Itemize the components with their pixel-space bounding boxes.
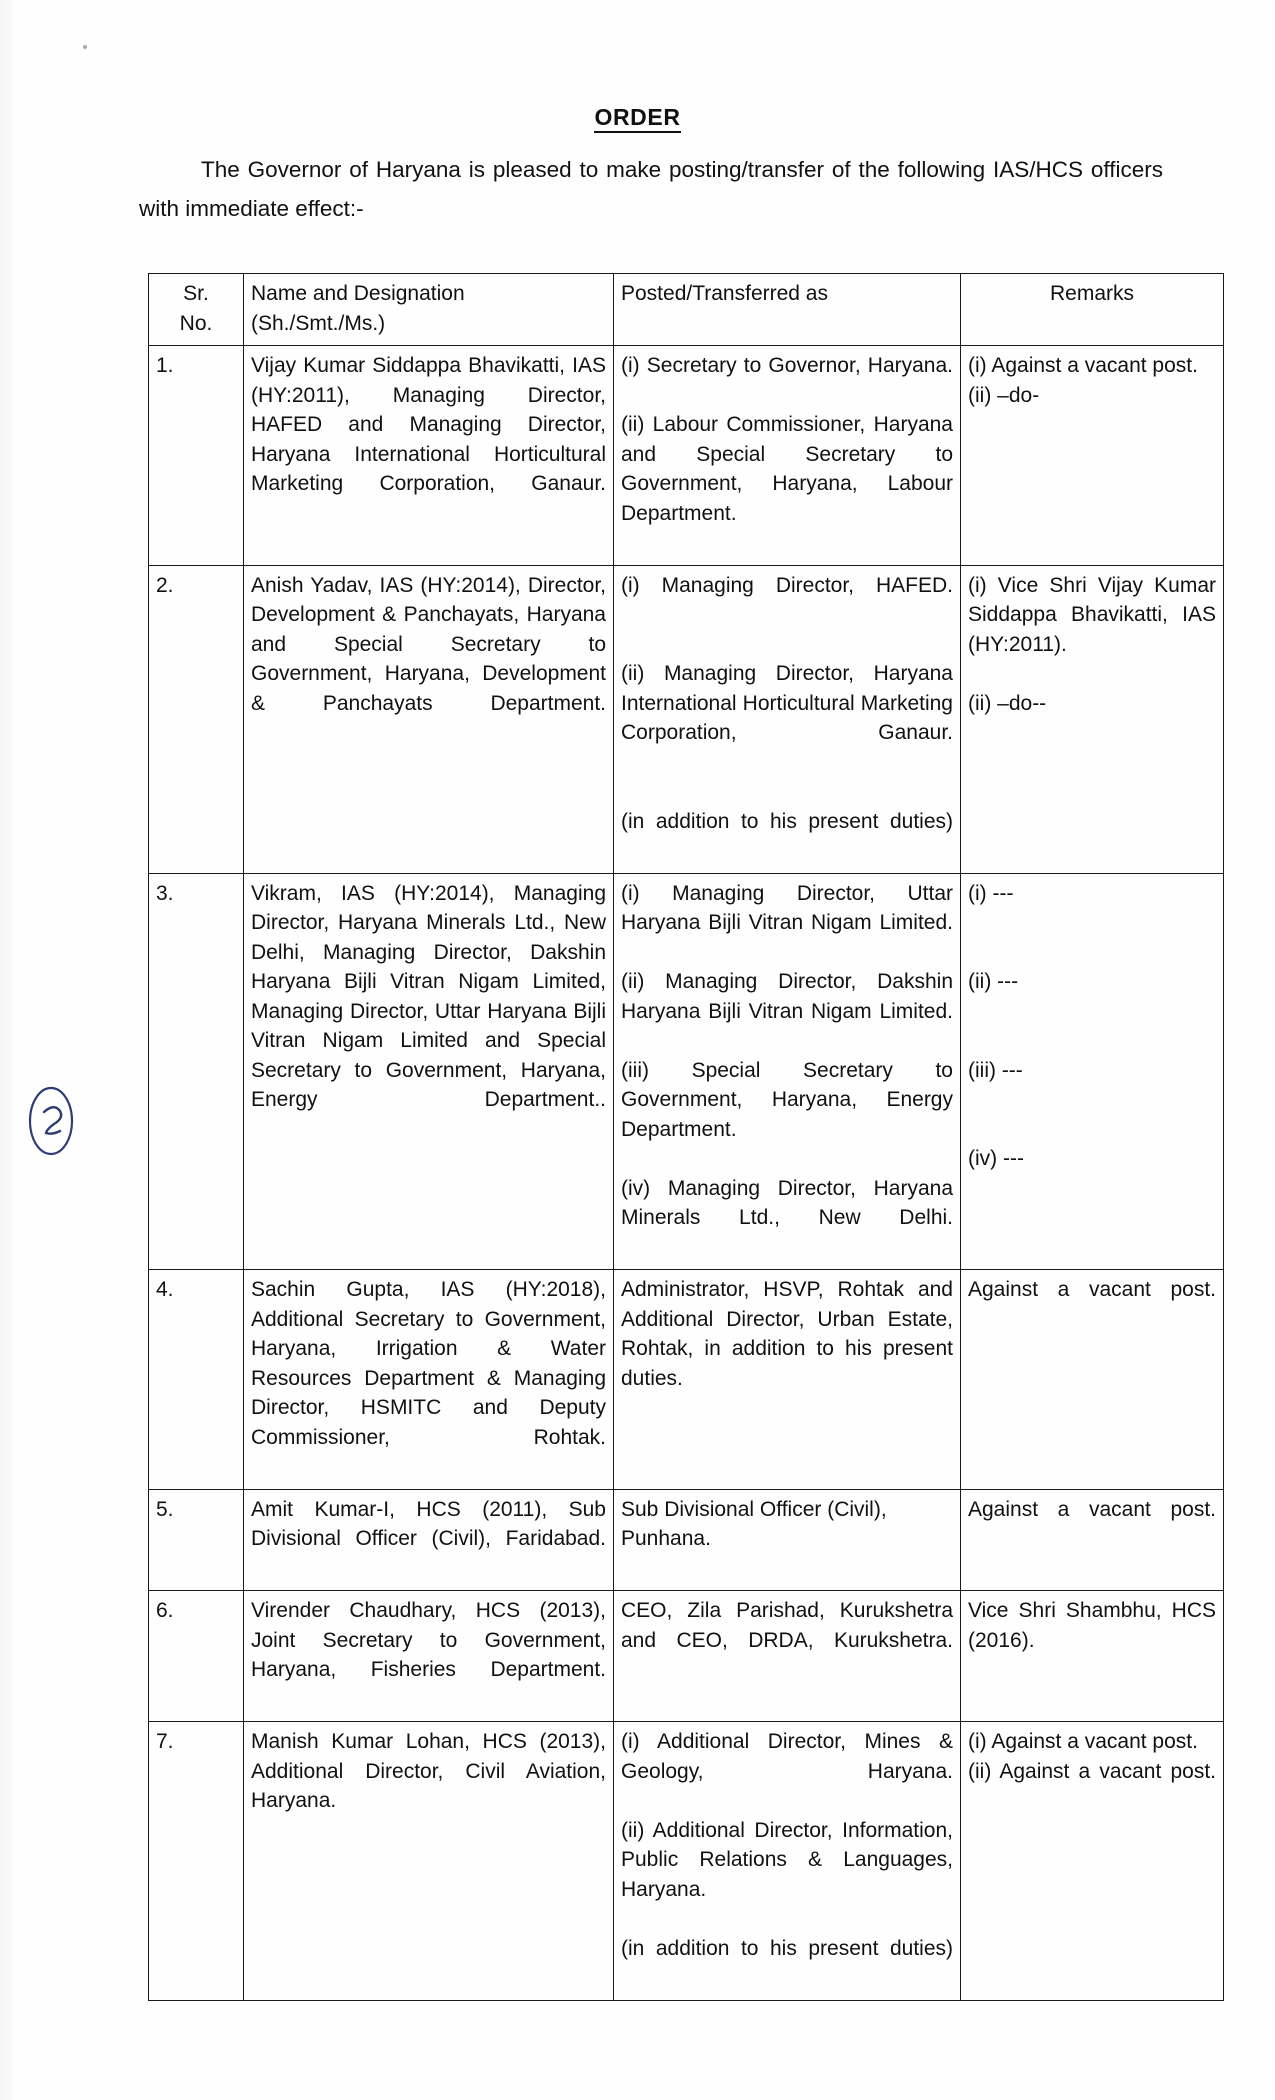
order-table bbox=[148, 273, 1224, 2001]
table-row bbox=[149, 565, 1224, 873]
remarks-item-i: (i) --- bbox=[968, 881, 1014, 905]
table-row bbox=[149, 1722, 1224, 2001]
cell-name-designation bbox=[244, 1489, 614, 1591]
table-row bbox=[149, 1489, 1224, 1591]
posted-item-i: CEO, Zila Parishad, Kurukshetra and CEO, DRDA, Kurukshetra. bbox=[621, 1599, 953, 1652]
cell-remarks bbox=[961, 1270, 1224, 1490]
remarks-spacer bbox=[968, 908, 1216, 938]
cell-remarks bbox=[961, 565, 1224, 873]
cell-sr-no bbox=[149, 1591, 244, 1722]
name-designation-text: Amit Kumar-I, HCS (2011), Sub Divisional Officer (Civil), Faridabad. bbox=[251, 1497, 606, 1550]
column-header-remarks: Remarks bbox=[961, 274, 1224, 346]
column-header-sr-no-line2: No. bbox=[179, 311, 213, 335]
name-designation-text: Vikram, IAS (HY:2014), Managing Director, Haryana Minerals Ltd., New Delhi, Managing Director, Dakshin Haryana Bijli Vitran Nigam Limited, Managing Director, Uttar Haryana Bijli Vitran Nigam Limited and Special Secretary to Government, Haryana, Energy Department.. bbox=[251, 881, 606, 1111]
sr-no-value: 3. bbox=[156, 881, 174, 905]
sr-no-value: 4. bbox=[156, 1278, 174, 1301]
cell-name-designation bbox=[244, 1591, 614, 1722]
remarks-item-i: (i) Against a vacant post. bbox=[968, 354, 1198, 377]
column-header-name-designation bbox=[244, 274, 614, 346]
table-header bbox=[149, 274, 1224, 346]
page-title bbox=[0, 104, 1275, 131]
cell-posted-transferred bbox=[614, 873, 961, 1270]
cell-sr-no bbox=[149, 1722, 244, 2001]
remarks-item-i: (i) Vice Shri Vijay Kumar Siddappa Bhavikatti, IAS (HY:2011). bbox=[968, 573, 1216, 656]
scan-speck bbox=[83, 45, 87, 49]
table-row bbox=[149, 873, 1224, 1270]
cell-name-designation bbox=[244, 873, 614, 1270]
name-designation-text: Virender Chaudhary, HCS (2013), Joint Secretary to Government, Haryana, Fisheries Department. bbox=[251, 1599, 606, 1681]
table-row bbox=[149, 1591, 1224, 1722]
sr-no-value: 1. bbox=[156, 354, 174, 377]
posted-item-i: (i) Managing Director, HAFED. bbox=[621, 573, 953, 597]
column-header-name-line2: (Sh./Smt./Ms.) bbox=[251, 311, 386, 335]
posted-item-i: (i) Additional Director, Mines & Geology, Haryana. bbox=[621, 1730, 953, 1783]
cell-name-designation bbox=[244, 346, 614, 566]
column-header-sr-no-line1: Sr. bbox=[183, 282, 209, 305]
cell-sr-no bbox=[149, 346, 244, 566]
remarks-item-iii: (iii) --- bbox=[968, 1058, 1023, 1082]
cell-posted-transferred bbox=[614, 1591, 961, 1722]
posted-item-ii: (ii) Labour Commissioner, Haryana and Special Secretary to Government, Haryana, Labour Department. bbox=[621, 413, 953, 525]
cell-name-designation bbox=[244, 565, 614, 873]
posted-spacer bbox=[621, 777, 953, 807]
remarks-spacer bbox=[968, 1085, 1216, 1115]
remarks-spacer bbox=[968, 1115, 1216, 1145]
cell-posted-transferred bbox=[614, 1270, 961, 1490]
sr-no-value: 7. bbox=[156, 1730, 174, 1753]
remarks-item-i: (i) Against a vacant post. bbox=[968, 1730, 1198, 1753]
page-title-text: ORDER bbox=[594, 104, 680, 133]
posted-item-iv: (iv) Managing Director, Haryana Minerals Ltd., New Delhi. bbox=[621, 1176, 953, 1229]
intro-paragraph bbox=[139, 150, 1163, 228]
sr-no-value: 5. bbox=[156, 1497, 174, 1521]
cell-sr-no bbox=[149, 1270, 244, 1490]
remarks-spacer bbox=[968, 1026, 1216, 1056]
posted-spacer bbox=[621, 630, 953, 660]
column-header-sr-no bbox=[149, 274, 244, 346]
scan-edge-shading bbox=[0, 0, 16, 2100]
posted-note: (in addition to his present duties) bbox=[621, 1936, 953, 1960]
cell-name-designation bbox=[244, 1722, 614, 2001]
posted-item-ii: (ii) Managing Director, Dakshin Haryana Bijli Vitran Nigam Limited. bbox=[621, 970, 953, 1023]
name-designation-text: Vijay Kumar Siddappa Bhavikatti, IAS (HY:2011), Managing Director, HAFED and Managing Director, Haryana International Horticultural Marketing Corporation, Ganaur. bbox=[251, 354, 606, 495]
cell-posted-transferred bbox=[614, 1722, 961, 2001]
cell-remarks bbox=[961, 1489, 1224, 1591]
remarks-item-ii: (ii) Against a vacant post. bbox=[968, 1759, 1216, 1783]
cell-remarks bbox=[961, 1591, 1224, 1722]
posted-note: (in addition to his present duties) bbox=[621, 809, 953, 833]
name-designation-text: Sachin Gupta, IAS (HY:2018), Additional Secretary to Government, Haryana, Irrigation & Water Resources Department & Managing Director, HSMITC and Deputy Commissioner, Rohtak. bbox=[251, 1278, 606, 1449]
remarks-item-i: Against a vacant post. bbox=[968, 1278, 1216, 1301]
cell-sr-no bbox=[149, 873, 244, 1270]
cell-posted-transferred bbox=[614, 346, 961, 566]
remarks-item-i: Vice Shri Shambhu, HCS (2016). bbox=[968, 1599, 1216, 1652]
sr-no-value: 2. bbox=[156, 573, 174, 597]
cell-remarks bbox=[961, 346, 1224, 566]
cell-remarks bbox=[961, 873, 1224, 1270]
table-header-row bbox=[149, 274, 1224, 346]
table-body bbox=[149, 346, 1224, 2001]
intro-text: The Governor of Haryana is pleased to make posting/transfer of the following IAS/HCS officers with immediate effect:- bbox=[139, 157, 1163, 221]
posted-item-iii: (iii) Special Secretary to Government, Haryana, Energy Department. bbox=[621, 1058, 953, 1141]
posted-item-ii: (ii) Additional Director, Information, Public Relations & Languages, Haryana. bbox=[621, 1818, 953, 1901]
handwritten-page-number-mark bbox=[24, 1082, 80, 1160]
cell-posted-transferred bbox=[614, 1489, 961, 1591]
remarks-item-ii: (ii) --- bbox=[968, 970, 1019, 993]
cell-posted-transferred bbox=[614, 565, 961, 873]
remarks-item-ii: (ii) –do-- bbox=[968, 691, 1047, 715]
cell-sr-no bbox=[149, 565, 244, 873]
table-row bbox=[149, 346, 1224, 566]
remarks-item-iv: (iv) --- bbox=[968, 1147, 1024, 1170]
sr-no-value: 6. bbox=[156, 1599, 174, 1622]
name-designation-text: Anish Yadav, IAS (HY:2014), Director, Development & Panchayats, Haryana and Special Secretary to Government, Haryana, Development & Panchayats Department. bbox=[251, 573, 606, 715]
remarks-spacer bbox=[968, 997, 1216, 1027]
posted-item-i: Administrator, HSVP, Rohtak and Additional Director, Urban Estate, Rohtak, in addition to his present duties. bbox=[621, 1278, 953, 1390]
posted-item-i: (i) Managing Director, Uttar Haryana Bijli Vitran Nigam Limited. bbox=[621, 881, 953, 934]
table-row bbox=[149, 1270, 1224, 1490]
name-designation-text: Manish Kumar Lohan, HCS (2013), Additional Director, Civil Aviation, Haryana. bbox=[251, 1730, 606, 1812]
cell-sr-no bbox=[149, 1489, 244, 1591]
cell-name-designation bbox=[244, 1270, 614, 1490]
column-header-posted-transferred: Posted/Transferred as bbox=[614, 274, 961, 346]
posted-item-i: (i) Secretary to Governor, Haryana. bbox=[621, 354, 953, 377]
remarks-item-ii: (ii) –do- bbox=[968, 383, 1040, 407]
remarks-item-i: Against a vacant post. bbox=[968, 1497, 1216, 1521]
column-header-name-line1: Name and Designation bbox=[251, 282, 465, 305]
remarks-spacer bbox=[968, 938, 1216, 968]
posted-item-i: Sub Divisional Officer (Civil), Punhana. bbox=[621, 1497, 887, 1550]
posted-item-ii: (ii) Managing Director, Haryana International Horticultural Marketing Corporation, Ganaur. bbox=[621, 662, 953, 744]
cell-remarks bbox=[961, 1722, 1224, 2001]
